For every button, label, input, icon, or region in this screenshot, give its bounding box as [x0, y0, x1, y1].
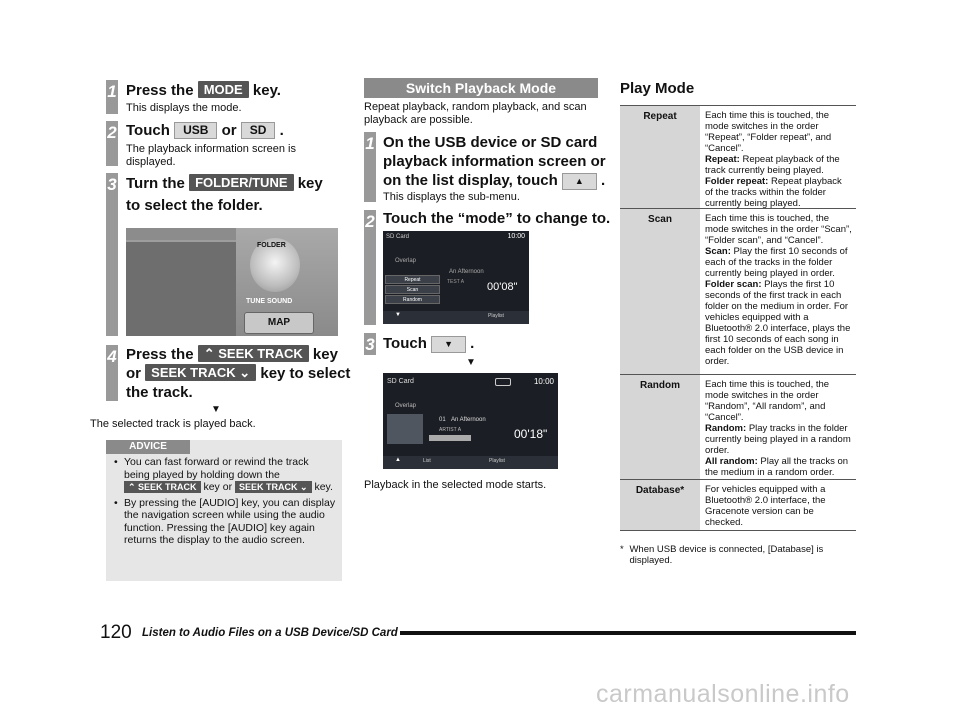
- s1-scan-button[interactable]: [385, 285, 440, 294]
- submenu-screenshot: [383, 231, 529, 324]
- play-mode-val-random: [700, 375, 856, 479]
- step-1-desc: This displays the mode.: [126, 102, 242, 114]
- step-3-number: 3: [107, 175, 117, 194]
- c2-step-2-bar: [364, 210, 376, 325]
- random-term-2: [705, 456, 852, 478]
- s2-time: 10:00: [533, 377, 554, 386]
- repeat-term-2-label: Folder repeat:: [705, 176, 769, 187]
- step-3-pre: Turn the: [126, 175, 185, 192]
- s1-elapsed: 00'08": [487, 281, 518, 293]
- step-2-mid: or: [221, 122, 237, 139]
- c2-step-1-line3: [383, 170, 605, 192]
- c2-step-1-bar: [364, 132, 376, 202]
- play-mode-row-random: [620, 375, 856, 480]
- s1-repeat-label: Repeat: [404, 277, 421, 283]
- play-mode-row-database: [620, 480, 856, 531]
- advice-item-1-mid: key or: [203, 481, 233, 493]
- c2-step-3-number: 3: [365, 335, 375, 354]
- c2-step-1-post: .: [601, 172, 606, 189]
- random-term-1-label: Random:: [705, 423, 747, 434]
- s1-bottom-bar: [383, 311, 529, 324]
- repeat-term-2-text: Repeat playback of the tracks within the folder currently being played.: [705, 176, 842, 209]
- s1-random-button[interactable]: [385, 295, 440, 304]
- section-intro: Repeat playback, random playback, and scan playback are possible.: [364, 101, 587, 126]
- down-arrow-2: ▼: [466, 357, 476, 368]
- step-3-post: key: [297, 175, 323, 192]
- down-key: ▼: [431, 336, 466, 353]
- footnote: [620, 544, 856, 566]
- playback-screenshot: [383, 373, 558, 469]
- down-arrow-1: ▼: [211, 404, 221, 415]
- step-1-heading: [126, 80, 281, 102]
- s2-up-icon[interactable]: ▲: [395, 457, 401, 463]
- c2-step-1-line3-text: on the list display, touch: [383, 172, 558, 189]
- advice-list: [114, 456, 336, 547]
- advice-item-1-end: key.: [314, 481, 333, 493]
- up-key: ▲: [562, 173, 597, 190]
- play-mode-key-random: Random: [620, 375, 700, 479]
- repeat-term-1: [705, 154, 852, 176]
- random-term-1-text: Play tracks in the folder currently being played in a random order.: [705, 423, 851, 456]
- c2-step-3-post: .: [470, 335, 475, 352]
- step-2-post: .: [279, 122, 284, 139]
- head-unit-screen: [126, 240, 244, 336]
- head-unit-illustration: [126, 228, 338, 336]
- play-mode-val-scan: [700, 209, 856, 374]
- c2-step-2-number: 2: [365, 212, 375, 231]
- random-term-1: [705, 423, 852, 456]
- step-2-desc: The playback information screen is displayed.: [126, 143, 296, 168]
- s2-playlist[interactable]: Playlist: [489, 458, 505, 464]
- step-1-bar: [106, 80, 118, 114]
- step-3-bar: [106, 173, 118, 336]
- s1-repeat-button[interactable]: [385, 275, 440, 284]
- map-label: MAP: [267, 317, 291, 328]
- seek-track-up-key: ⌃ SEEK TRACK: [198, 345, 309, 362]
- repeat-term-1-text: Repeat playback of the track currently being played.: [705, 154, 840, 176]
- s1-scan-label: Scan: [406, 287, 419, 293]
- s2-mode-pill: [429, 435, 471, 441]
- scan-term-2-text: Plays the first 10 seconds of the first track in each folder on the medium in order. For vehicles equipped with a Bluetooth® 2.0 interface, plays the first 10 seconds of each song in each folder on the USB device in order.: [705, 279, 851, 367]
- section-title: Switch Playback Mode: [364, 78, 598, 98]
- play-mode-key-scan: Scan: [620, 209, 700, 374]
- play-mode-title: Play Mode: [620, 80, 695, 97]
- folder-tune-key: FOLDER/TUNE: [189, 174, 293, 191]
- step-4-or: or: [126, 365, 141, 382]
- scan-term-1: [705, 246, 852, 279]
- seek-track-down-key: SEEK TRACK ⌄: [145, 364, 256, 381]
- step-4-post2: key to select: [260, 365, 351, 382]
- step-4-heading-line3: the track.: [126, 384, 193, 401]
- footer-title: Listen to Audio Files on a USB Device/SD Card: [142, 627, 398, 639]
- mode-key: MODE: [198, 81, 249, 98]
- tune-sound-label: TUNE SOUND: [246, 298, 293, 305]
- play-mode-row-scan: [620, 209, 856, 375]
- footnote-mark: *: [620, 544, 624, 555]
- scan-term-1-text: Play the first 10 seconds of each of the tracks in the folder currently being played in order.: [705, 246, 848, 279]
- repeat-term-2: [705, 176, 852, 209]
- scan-term-1-label: Scan:: [705, 246, 731, 257]
- step-4-number: 4: [107, 347, 117, 366]
- step-2-bar: [106, 121, 118, 166]
- step-3-heading-line2: to select the folder.: [126, 197, 263, 214]
- step-3-heading: [126, 173, 323, 195]
- advice-item-1: [114, 456, 336, 494]
- step-4-post1: key: [312, 346, 338, 363]
- s1-artist: TEST A: [447, 279, 465, 285]
- step-1-pre: Press the: [126, 82, 194, 99]
- step-1-number: 1: [107, 82, 117, 101]
- play-mode-row-repeat: [620, 106, 856, 209]
- s2-usb-icon: [495, 378, 511, 386]
- scan-term-2-label: Folder scan:: [705, 279, 762, 290]
- s1-playlist[interactable]: Playlist: [488, 313, 504, 319]
- step-4-bar: [106, 345, 118, 401]
- step-4-result: The selected track is played back.: [90, 418, 256, 430]
- c2-step-3-bar: [364, 333, 376, 355]
- play-mode-table: [620, 105, 856, 531]
- s2-elapsed: 00'18": [514, 427, 548, 441]
- c2-result: Playback in the selected mode starts.: [364, 479, 547, 491]
- advice-item-2: • By pressing the [AUDIO] key, you can display the navigation screen while using the audio function. Pressing the [AUDIO] key again returns the display to the audio screen.: [114, 497, 336, 547]
- play-mode-val-repeat: [700, 106, 856, 208]
- s1-time: 10:00: [507, 233, 525, 240]
- footer-rule: [400, 631, 856, 635]
- play-mode-key-database: Database*: [620, 480, 700, 530]
- advice-tag: ADVICE: [106, 440, 190, 454]
- page-number: 120: [100, 622, 132, 643]
- c2-step-1-line1: On the USB device or SD card: [383, 134, 598, 151]
- step-2-heading: [126, 120, 284, 142]
- advice-item-1-text: You can fast forward or rewind the track being played by holding down the: [124, 456, 309, 481]
- s1-title: SD Card: [386, 234, 410, 240]
- random-term-2-text: Play all the tracks on the medium in a random order.: [705, 456, 849, 478]
- watermark: carmanualsonline.info: [596, 680, 850, 708]
- c2-step-3-pre: Touch: [383, 335, 427, 352]
- c2-step-3-heading: [383, 333, 474, 355]
- c2-step-2-heading: Touch the “mode” to change to.: [383, 210, 611, 227]
- random-term-2-label: All random:: [705, 456, 758, 467]
- usb-key: USB: [174, 122, 217, 139]
- step-2-pre: Touch: [126, 122, 170, 139]
- s2-bottom-bar: [383, 456, 558, 469]
- folder-label: FOLDER: [257, 242, 286, 249]
- advice-seek-down-key: SEEK TRACK ⌄: [235, 481, 312, 493]
- random-desc: Each time this is touched, the mode switches in the order “Random”, “All random”, and “Cancel”.: [705, 379, 830, 423]
- scan-term-2: [705, 279, 852, 367]
- step-2-number: 2: [107, 123, 117, 142]
- step-4-pre: Press the: [126, 346, 194, 363]
- advice-seek-up-key: ⌃ SEEK TRACK: [124, 481, 201, 493]
- s2-overlap: Overlap: [395, 403, 417, 409]
- footnote-text: When USB device is connected, [Database] is displayed.: [629, 544, 824, 566]
- step-1-post: key.: [252, 82, 281, 99]
- s1-down-icon[interactable]: ▼: [395, 312, 401, 318]
- c2-step-1-number: 1: [365, 134, 375, 153]
- s1-random-label: Random: [403, 297, 422, 303]
- s1-song: An Afternoon: [449, 269, 484, 275]
- advice-box: [106, 440, 342, 581]
- map-button: [244, 312, 314, 334]
- c2-step-1-desc: This displays the sub-menu.: [383, 191, 520, 203]
- c2-step-1-line2: playback information screen or: [383, 153, 606, 170]
- s1-overlap: Overlap: [395, 258, 417, 264]
- s2-title: SD Card: [387, 378, 414, 385]
- sd-key: SD: [241, 122, 276, 139]
- database-desc: For vehicles equipped with a Bluetooth® 2.0 interface, the Gracenote version can be checked.: [705, 484, 826, 528]
- scan-desc: Each time this is touched, the mode switches in the order “Scan”, “Folder scan”, and “Cancel”.: [705, 213, 852, 246]
- play-mode-val-database: [700, 480, 856, 530]
- s2-song: An Afternoon: [451, 417, 486, 423]
- s2-album-art: [387, 414, 423, 444]
- repeat-desc: Each time this is touched, the mode switches in the order “Repeat”, “Folder repeat”, and “Cancel”.: [705, 110, 832, 154]
- repeat-term-1-label: Repeat:: [705, 154, 740, 165]
- s2-list[interactable]: List: [423, 458, 431, 464]
- play-mode-key-repeat: Repeat: [620, 106, 700, 208]
- s2-artist: ARTIST A: [439, 427, 462, 433]
- s2-track: 01: [439, 417, 446, 423]
